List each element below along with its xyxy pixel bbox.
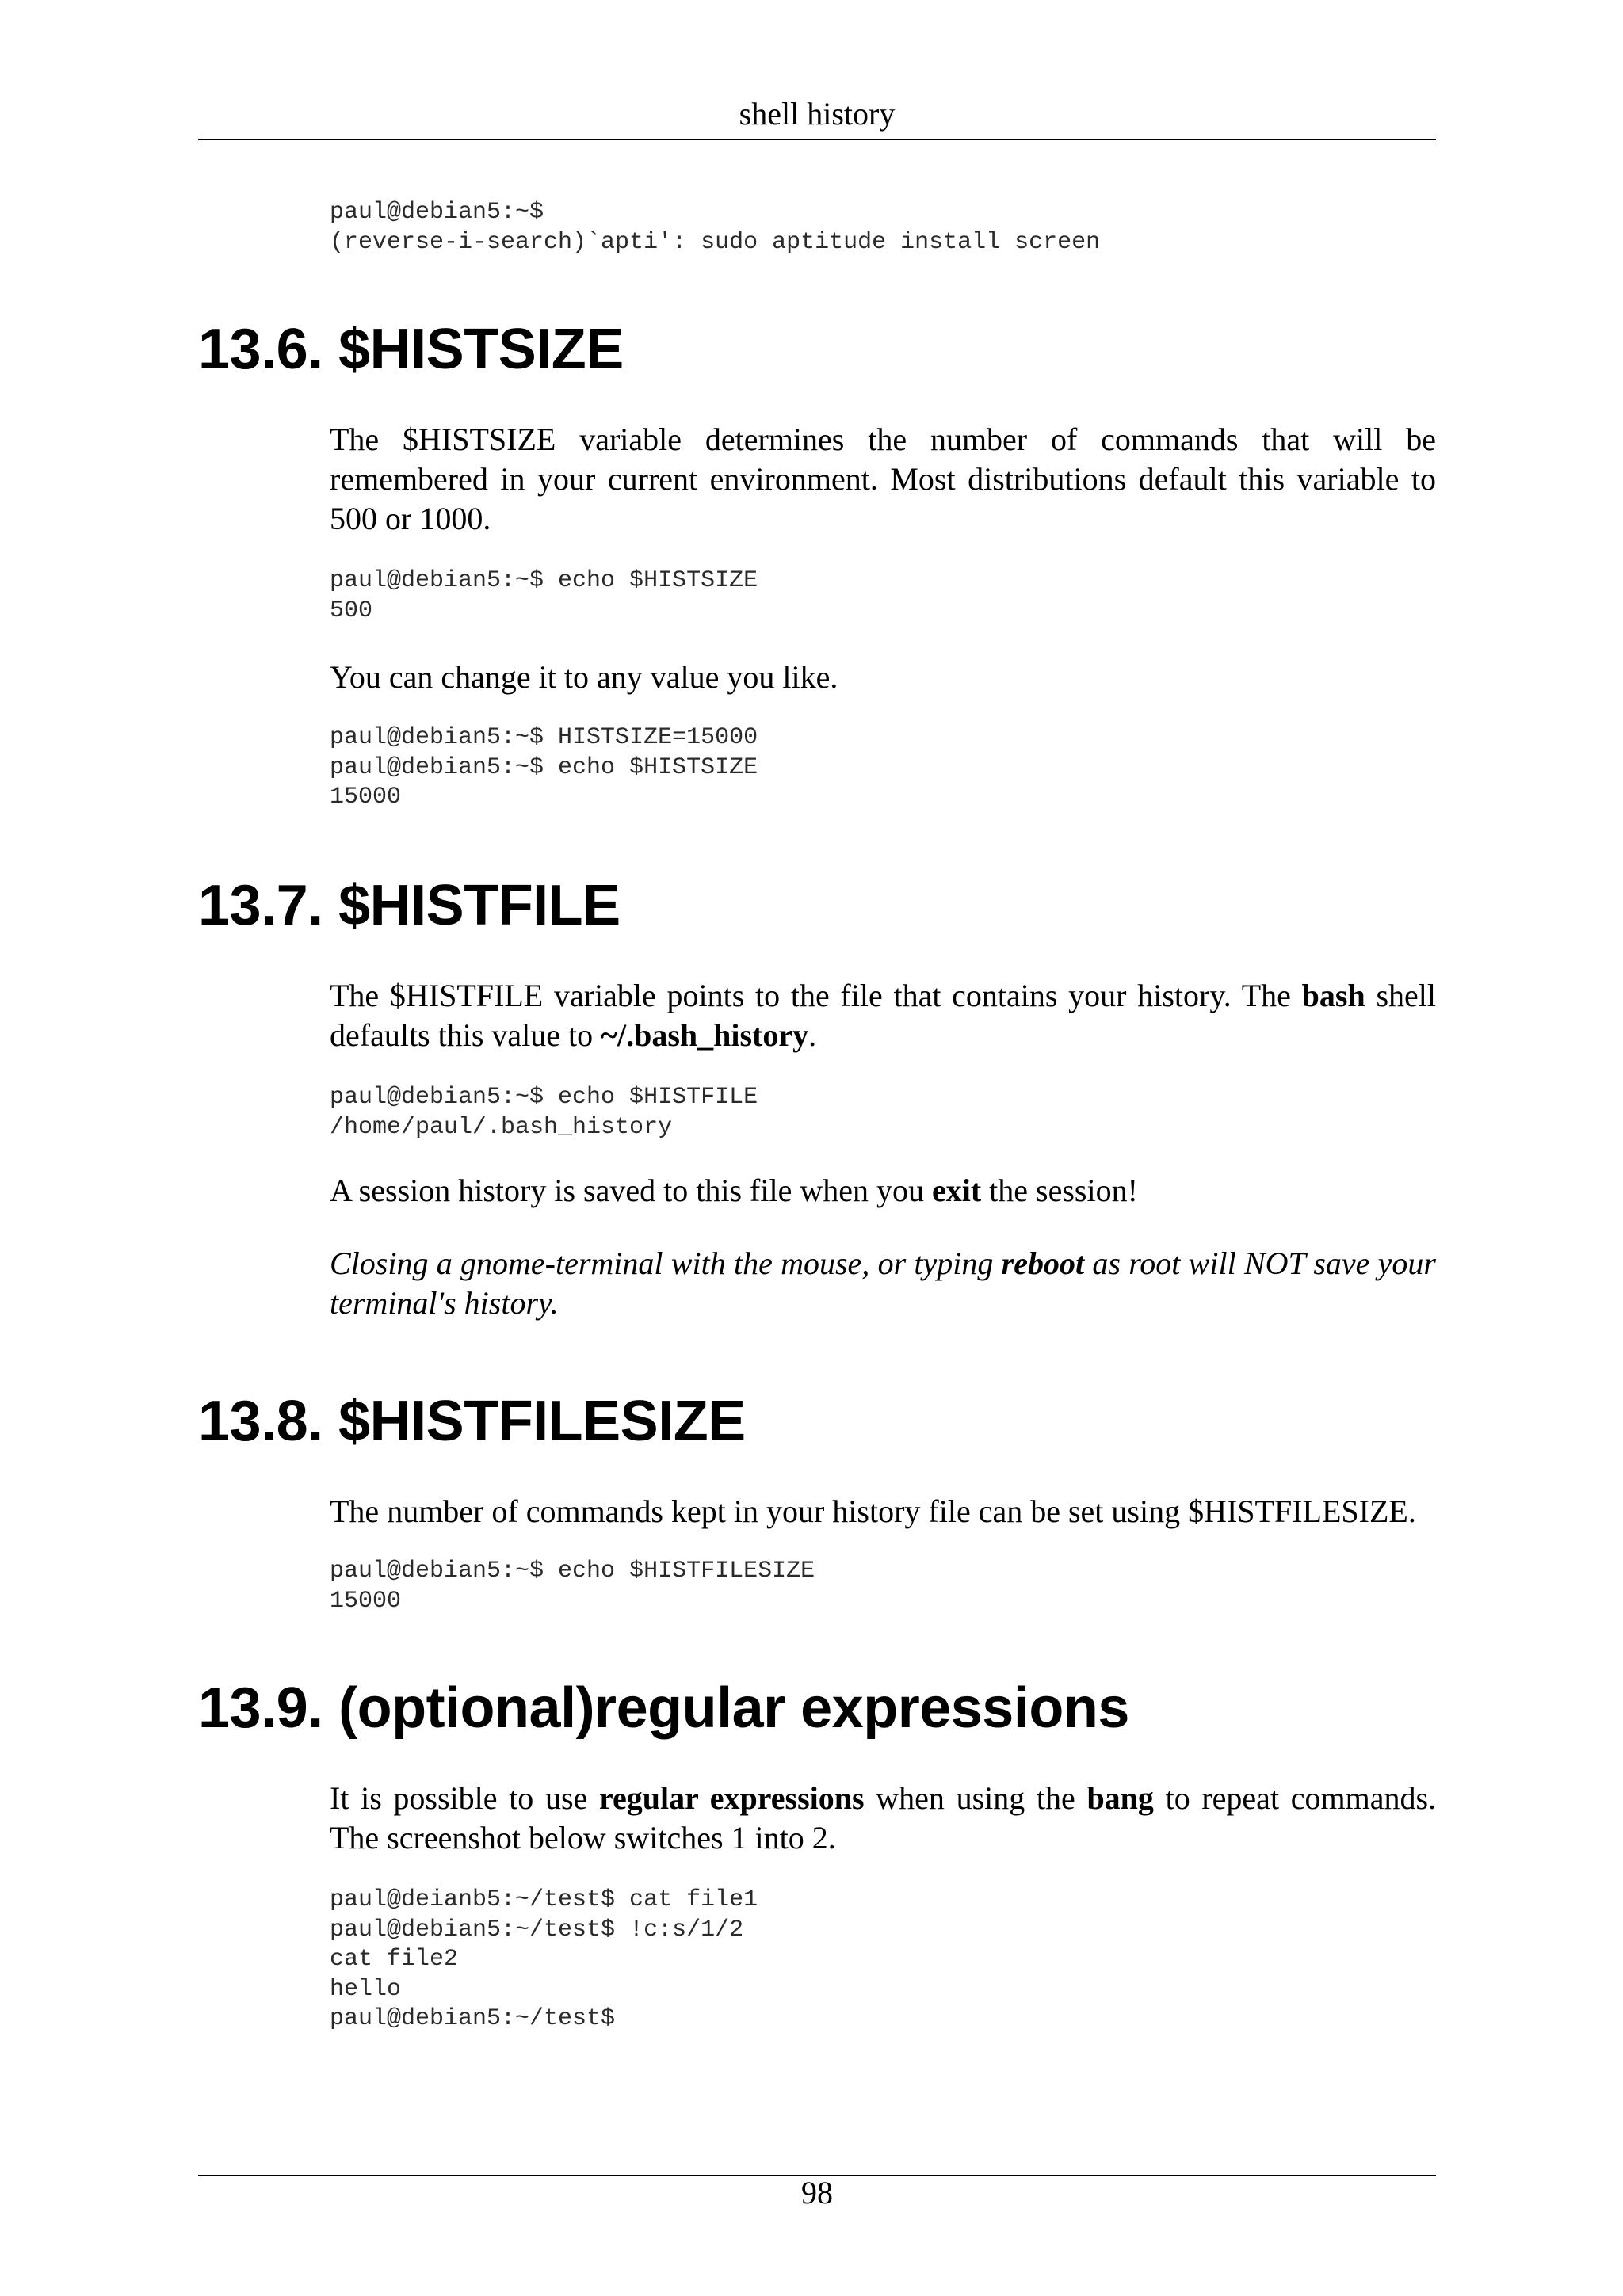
code-line: paul@debian5:~$ echo $HISTFILESIZE	[330, 1558, 815, 1585]
regular-expressions-term: regular expressions	[598, 1780, 865, 1816]
code-line: paul@debian5:~$	[330, 199, 544, 226]
reboot-term: reboot	[1001, 1245, 1085, 1281]
code-line: cat file2	[330, 1946, 459, 1973]
bash-term: bash	[1301, 978, 1365, 1013]
header-rule	[198, 139, 1436, 140]
code-block-echo-histfilesize	[330, 1557, 1436, 1616]
section-heading-13-6: 13.6. $HISTSIZE	[198, 318, 624, 381]
running-head: shell history	[739, 96, 896, 132]
code-block-echo-histfile	[330, 1083, 1436, 1142]
exit-term: exit	[931, 1173, 982, 1208]
section-heading-13-8: 13.8. $HISTFILESIZE	[198, 1390, 746, 1453]
code-line: 15000	[330, 1587, 402, 1615]
code-line: (reverse-i-search)`apti': sudo aptitude install screen	[330, 228, 1101, 256]
code-line: 15000	[330, 784, 402, 810]
code-line: paul@debian5:~$ echo $HISTSIZE	[330, 567, 758, 594]
warning-paragraph: Closing a gnome-terminal with the mouse, or typing reboot as root will NOT save your terminal's history.	[330, 1245, 1436, 1321]
code-block-reverse-search	[330, 198, 1436, 257]
code-line: /home/paul/.bash_history	[330, 1113, 673, 1141]
regex-paragraph: It is possible to use regular expressions when using the bang to repeat commands. The screenshot below switches 1 into 2.	[330, 1780, 1437, 1855]
section-heading-13-7: 13.7. $HISTFILE	[198, 874, 621, 937]
code-line: paul@deianb5:~/test$ cat file1	[330, 1886, 758, 1913]
histfile-paragraph: The $HISTFILE variable points to the file that contains your history. The bash shell defaults this value to ~/.bash_history.	[330, 978, 1436, 1053]
histsize-paragraph: The $HISTSIZE variable determines the number of commands that will be remembered in your current environment. Most distributions default this variable to 500 or 1000.	[330, 421, 1436, 536]
code-line: hello	[330, 1975, 402, 2003]
code-block-echo-histsize	[330, 566, 1436, 626]
section-heading-13-9: 13.9. (optional)regular expressions	[198, 1676, 1129, 1740]
code-line: paul@debian5:~/test$ !c:s/1/2	[330, 1916, 744, 1943]
change-value-paragraph: You can change it to any value you like.	[330, 659, 838, 695]
code-line: paul@debian5:~/test$	[330, 2005, 616, 2032]
bash-history-path: ~/.bash_history	[601, 1017, 809, 1053]
code-block-set-histsize	[330, 723, 1436, 813]
code-line: 500	[330, 597, 373, 624]
code-block-regex-substitution	[330, 1886, 1436, 2035]
bang-term: bang	[1086, 1780, 1154, 1816]
code-line: paul@debian5:~$ echo $HISTSIZE	[330, 753, 758, 781]
page-number: 98	[801, 2175, 833, 2210]
code-line: paul@debian5:~$ HISTSIZE=15000	[330, 724, 758, 751]
histfilesize-paragraph: The number of commands kept in your history file can be set using $HISTFILESIZE.	[330, 1493, 1416, 1529]
session-history-paragraph: A session history is saved to this file when you exit the session!	[330, 1173, 1138, 1208]
code-line: paul@debian5:~$ echo $HISTFILE	[330, 1084, 758, 1111]
